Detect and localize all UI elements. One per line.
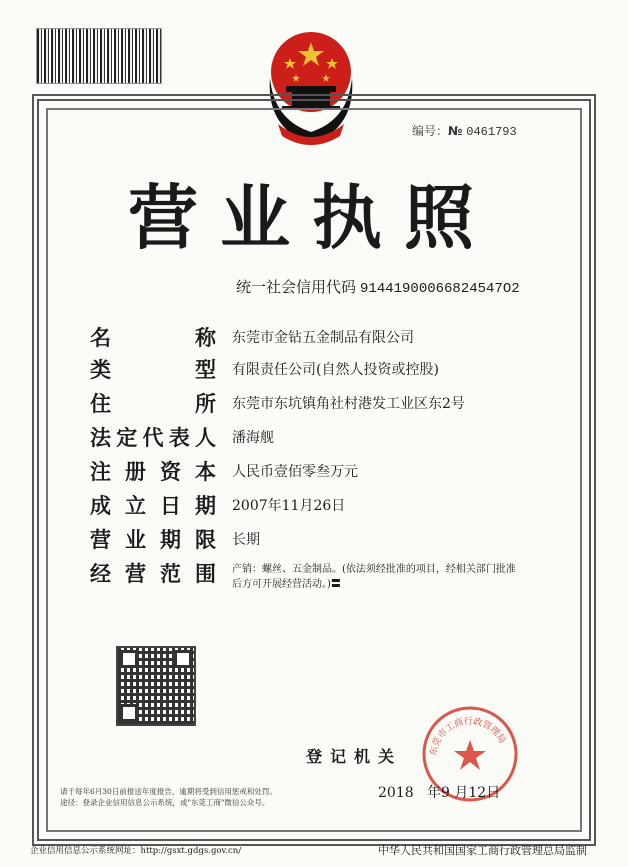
issue-date: 2018 年9 月12日 — [378, 785, 501, 801]
report-channel-note: 途径：登录企业信用信息公示系统，或"东莞工商"微信公众号。 — [60, 798, 270, 807]
field-name-value: 东莞市金钻五金制品有限公司 — [232, 330, 414, 346]
field-capital: 注 册 资 本 人民币壹佰零叁万元 — [90, 460, 358, 484]
field-legal-rep: 法 定 代 表 人 潘海舰 — [90, 426, 274, 450]
registration-authority: 登记机关 — [306, 747, 403, 766]
barcode-label — [36, 28, 162, 84]
qr-code — [116, 646, 196, 726]
field-address-value: 东莞市东坑镇角社村港发工业区东2号 — [232, 396, 465, 412]
field-term: 营 业 期 限 长期 — [90, 528, 260, 552]
page-title: 营业执照 — [128, 177, 496, 259]
serial-number: 编号：№ 0461793 — [412, 124, 517, 139]
annual-report-note: 请于每年6月30日前报送年度报告，逾期将受到信用惩戒和处罚。 — [60, 787, 277, 796]
field-scope: 经 营 范 围 产销：螺丝、五金制品。(依法须经批准的项目，经相关部门批准后方可开展经营活动。)〓 — [90, 558, 590, 598]
field-capital-value: 人民币壹佰零叁万元 — [232, 464, 358, 480]
field-address: 住 所 东莞市东坑镇角社村港发工业区东2号 — [90, 392, 465, 416]
credit-code-value: 91441900066824547О2 — [360, 281, 520, 297]
field-scope-value: 产销：螺丝、五金制品。(依法须经批准的项目，经相关部门批准后方可开展经营活动。)〓 — [232, 564, 516, 590]
field-established-value: 2007年11月26日 — [232, 498, 346, 514]
field-term-value: 长期 — [232, 532, 260, 548]
footer-website: 企业信用信息公示系统网址：http://gsxt.gdgs.gov.cn/ — [30, 846, 242, 856]
svg-text:东莞市工商行政管理局: 东莞市工商行政管理局 — [428, 716, 508, 757]
field-type-value: 有限责任公司(自然人投资或控股) — [232, 362, 439, 378]
field-type: 类 型 有限责任公司(自然人投资或控股) — [90, 358, 439, 382]
field-established: 成 立 日 期 2007年11月26日 — [90, 494, 346, 518]
field-legal-rep-value: 潘海舰 — [232, 430, 274, 446]
credit-code-label: 统一社会信用代码 — [236, 278, 357, 296]
credit-code — [236, 276, 520, 297]
field-name: 名 称 东莞市金钻五金制品有限公司 — [90, 326, 414, 350]
footer-issuer: 中华人民共和国国家工商行政管理总局监制 — [378, 844, 587, 857]
